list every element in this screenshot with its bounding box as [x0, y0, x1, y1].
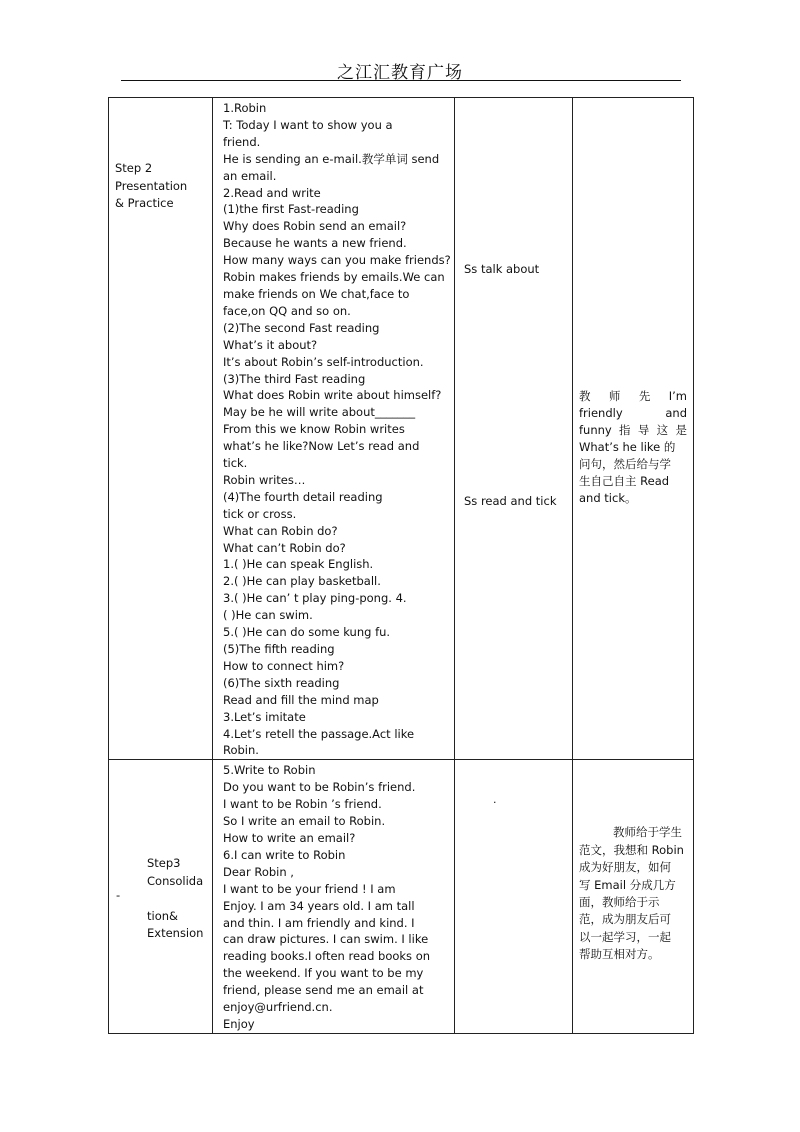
content-line: 范，成为朋友后可: [579, 912, 671, 927]
content-line: Robin writes…: [223, 472, 306, 487]
student-activity-cell-step3: [455, 760, 573, 1034]
content-line: Do you want to be Robin’s friend.: [223, 780, 416, 795]
content-line: Because he wants a new friend.: [223, 236, 407, 251]
note-line: What’s he like 的: [579, 440, 676, 454]
content-line: 以一起学习，一起: [579, 929, 671, 944]
content-line: 面，教师给于示: [579, 894, 660, 909]
stage-line: tion&: [147, 908, 178, 923]
content-line: face,on QQ and so on.: [223, 303, 351, 318]
content-line: 1.Robin: [223, 101, 267, 115]
content-line: (5)The fifth reading: [223, 642, 335, 656]
table-row-step3: [109, 760, 694, 1034]
note-line: 教 师 先 I’m: [579, 389, 687, 403]
step2-content-lines: [213, 98, 454, 759]
note-line: friendly and: [579, 406, 687, 420]
content-line: Enjoy. I am 34 years old. I am tall: [223, 898, 415, 913]
teacher-note-step2: [579, 388, 687, 507]
content-line: From this we know Robin writes: [223, 422, 405, 437]
student-activity-dot: ·: [493, 796, 497, 810]
content-line: 3.Let’s imitate: [223, 709, 306, 724]
content-line: ( )He can swim.: [223, 608, 313, 623]
content-line: Robin.: [223, 743, 259, 758]
content-line: (4)The fourth detail reading: [223, 489, 383, 504]
content-line: May be he will write about_______: [223, 405, 416, 420]
content-line: How to connect him?: [223, 658, 345, 673]
content-line: It’s about Robin’s self-introduction.: [223, 354, 424, 369]
content-line: Robin makes friends by emails.We can: [223, 270, 445, 285]
content-line: 2.( )He can play basketball.: [223, 574, 381, 589]
content-line: 5.Write to Robin: [223, 763, 316, 778]
student-activity-cell-step2: [455, 98, 573, 760]
note-line: 问句，然后给与学: [579, 457, 671, 471]
content-line: and thin. I am friendly and kind. I: [223, 915, 415, 930]
stage-line: Step3: [147, 856, 181, 871]
note-line: funny 指 导 这 是: [579, 423, 687, 437]
student-activity-read-tick: Ss read and tick: [464, 494, 557, 508]
content-line: How to write an email?: [223, 830, 356, 845]
page-header-title: 之江汇教育广场: [337, 63, 463, 83]
stage-dash: -: [116, 888, 121, 903]
content-cell-step2: [213, 98, 455, 760]
content-line: make friends on We chat,face to: [223, 286, 410, 301]
note-line: 生自己自主 Read: [579, 474, 670, 488]
stage-label-step2: [115, 160, 187, 213]
content-line: friend, please send me an email at: [223, 983, 424, 998]
content-line: enjoy@urfriend.cn.: [223, 1000, 333, 1015]
teacher-note-cell-step3: [573, 760, 694, 1034]
content-line: 3.( )He can’ t play ping-pong. 4.: [223, 591, 407, 606]
content-line: 范文，我想和 Robin: [579, 842, 684, 857]
content-line: 2.Read and write: [223, 185, 321, 200]
stage-cell-step2: [109, 98, 213, 760]
content-line: What’s it about?: [223, 337, 318, 352]
stage-line: Extension: [147, 926, 204, 941]
content-line: How many ways can you make friends?: [223, 253, 451, 268]
content-line: friend.: [223, 134, 261, 149]
stage-line: Step 2: [115, 161, 153, 175]
content-line: (2)The second Fast reading: [223, 320, 380, 335]
teacher-note-cell-step2: [573, 98, 694, 760]
content-line: What can Robin do?: [223, 523, 338, 538]
teacher-note-step3: [579, 824, 689, 963]
content-line: Read and fill the mind map: [223, 692, 379, 707]
content-line: the weekend. If you want to be my: [223, 966, 424, 981]
stage-cell-step3: [109, 760, 213, 1034]
content-cell-step3: [213, 760, 455, 1034]
content-line: tick.: [223, 456, 248, 471]
content-line: 帮助互相对方。: [579, 947, 660, 962]
content-line: What does Robin write about himself?: [223, 388, 442, 403]
content-line: an email.: [223, 168, 277, 183]
stage-label-step3: [147, 855, 203, 943]
content-line: 写 Email 分成几方: [579, 877, 676, 892]
stage-line: Presentation: [115, 178, 188, 193]
student-activity-talk: Ss talk about: [464, 262, 540, 276]
step3-content-lines: [213, 760, 454, 1033]
content-line: 6.I can write to Robin: [223, 847, 346, 862]
content-line: (6)The sixth reading: [223, 675, 340, 690]
content-line: what’s he like?Now Let’s read and: [223, 439, 420, 454]
content-line: What can’t Robin do?: [223, 540, 346, 555]
stage-line: Consolida: [147, 873, 204, 888]
stage-line: & Practice: [115, 196, 174, 210]
stage-line-spacer: [147, 890, 203, 908]
content-line: 教师给于学生: [613, 825, 682, 840]
content-line: I want to be your friend ! I am: [223, 881, 396, 896]
content-line: (3)The third Fast reading: [223, 371, 366, 386]
content-line: tick or cross.: [223, 506, 297, 521]
content-line: So I write an email to Robin.: [223, 814, 386, 829]
content-line: 成为好朋友，如何: [579, 860, 671, 875]
content-line: can draw pictures. I can swim. I like: [223, 932, 429, 947]
content-line: T: Today I want to show you a: [223, 117, 393, 132]
content-line: reading books.I often read books on: [223, 949, 431, 964]
table-row-step2: [109, 98, 694, 760]
note-line: and tick。: [579, 491, 637, 505]
content-line: Enjoy: [223, 1016, 255, 1031]
header-rule: [121, 80, 681, 81]
lesson-plan-table: [108, 97, 694, 1034]
content-line: Why does Robin send an email?: [223, 219, 407, 234]
content-line: 1.( )He can speak English.: [223, 557, 374, 572]
content-line: He is sending an e-mail.教学单词 send: [223, 151, 440, 166]
content-line: 4.Let’s retell the passage.Act like: [223, 726, 415, 741]
content-line: I want to be Robin ’s friend.: [223, 797, 382, 812]
content-line: (1)the first Fast-reading: [223, 202, 359, 217]
content-line: Dear Robin ,: [223, 864, 294, 879]
content-line: 5.( )He can do some kung fu.: [223, 625, 391, 640]
